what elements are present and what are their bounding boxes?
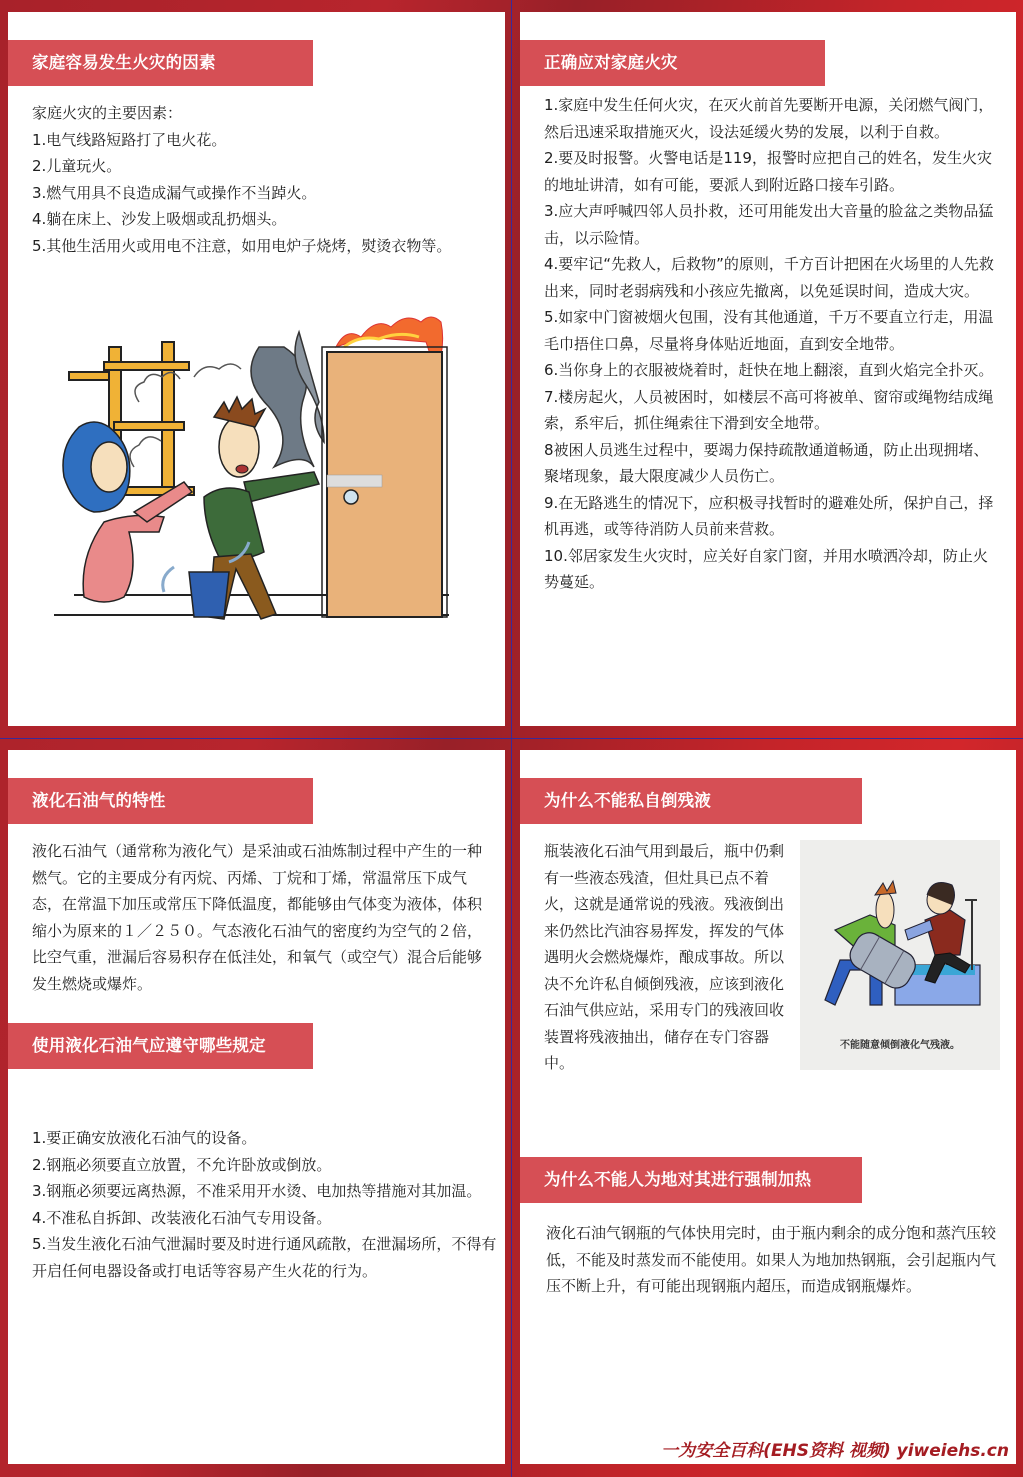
list-item: 5.如家中门窗被烟火包围，没有其他通道，千万不要直立行走，用温毛巾捂住口鼻，尽量将身体贴近地面，直到安全地带。 — [544, 308, 994, 353]
panel-home-fire-causes — [8, 12, 505, 726]
panel-respond-home-fire — [520, 12, 1016, 726]
list-item: 8被困人员逃生过程中，要竭力保持疏散通道畅通，防止出现拥堵、聚堵现象，最大限度减少人员伤亡。 — [544, 440, 989, 485]
section-title: 为什么不能私自倒残液 — [520, 778, 862, 824]
list-item: 1.要正确安放液化石油气的设备。 — [32, 1129, 257, 1147]
list-item: 2.要及时报警。火警电话是119，报警时应把自己的姓名，发生火灾的地址讲清，如有可能，要派人到附近路口接车引路。 — [544, 149, 992, 194]
text-line: 5.其他生活用火或用电不注意，如用电炉子烧烤，熨烫衣物等。 — [32, 236, 452, 255]
list-item: 3.钢瓶必须要远离热源，不准采用开水烫、电加热等措施对其加温。 — [32, 1182, 482, 1200]
text-line: 3.燃气用具不良造成漏气或操作不当踔火。 — [32, 183, 317, 202]
no-dumping-illustration — [800, 840, 1000, 1070]
section-title: 使用液化石油气应遵守哪些规定 — [8, 1023, 313, 1069]
list-item: 10.邻居家发生火灾时，应关好自家门窗，并用水喷洒冷却，防止火势蔓延。 — [544, 546, 988, 591]
section-title: 液化石油气的特性 — [8, 778, 313, 824]
list-item: 4.不准私自拆卸、改装液化石油气专用设备。 — [32, 1208, 332, 1227]
list-item: 7.楼房起火，人员被困时，如楼层不高可将被单、窗帘或绳物结成绳索，系牢后，抓住绳索往下滑到安全地带。 — [544, 387, 994, 432]
list-item: 1.家庭中发生任何火灾，在灭火前首先要断开电源，关闭燃气阀门，然后迅速采取措施灭火，设法延缓火势的发展，以利于自救。 — [544, 96, 994, 141]
fire-escape-illustration — [44, 307, 474, 652]
section-title: 正确应对家庭火灾 — [520, 40, 825, 86]
panel-lpg — [8, 750, 505, 1464]
list-item: 3.应大声呼喊四邻人员扑救，还可用能发出大音量的脸盆之类物品猛击，以示险情。 — [544, 202, 994, 247]
text-line: 4.躺在床上、沙发上吸烟或乱扔烟头。 — [32, 210, 287, 228]
text-line: 家庭火灾的主要因素： — [32, 104, 183, 122]
gas-cylinder-cartoon-icon — [800, 840, 1000, 1040]
section-title: 为什么不能人为地对其进行强制加热 — [520, 1157, 862, 1203]
section-body: 液化石油气（通常称为液化气）是采油或石油炼制过程中产生的一种燃气。它的主要成分有丙烷、丙烯、丁烷和丁烯，常温常压下成气态，在常温下加压或常压下降低温度，都能够由气体变为液体，体积缩小为原来的１／２５０。气态液化石油气的密度约为空气的２倍，比空气重，泄漏后容易积存在低洼处，和氧气（或空气）混合后能够发生燃烧或爆炸。 — [32, 842, 483, 993]
panel-divider-vertical — [511, 0, 512, 1477]
section-body — [544, 92, 994, 596]
list-item: 5.当发生液化石油气泄漏时要及时进行通风疏散，在泄漏场所，不得有开启任何电器设备或打电话等容易产生火花的行为。 — [32, 1235, 497, 1280]
list-item: 9.在无路逃生的情况下，应积极寻找暂时的避难处所，保护自己，择机再逃，或等待消防人员前来营救。 — [544, 493, 994, 538]
list-item: 6.当你身上的衣服被烧着时，赶快在地上翻滚，直到火焰完全扑灭。 — [544, 361, 994, 379]
panel-lpg-safety — [520, 750, 1016, 1464]
site-watermark: 一为安全百科(EHS资料 视频) yiweiehs.cn — [661, 1441, 1009, 1461]
section-body: 瓶装液化石油气用到最后，瓶中仍剩有一些液态残渣，但灶具已点不着火，这就是通常说的残液。残液倒出来仍然比汽油容易挥发，挥发的气体遇明火会燃烧爆炸，酿成事故。所以决不允许私自倾倒残液，应该到液化石油气供应站，采用专门的残液回收装置将残液抽出，储存在专门容器中。 — [544, 842, 785, 1072]
list-item: 4.要牢记“先救人，后救物”的原则，千方百计把困在火场里的人先救出来，同时老弱病残和小孩应先撤离，以免延误时间，造成大灾。 — [544, 255, 994, 300]
section-body — [32, 1125, 502, 1284]
section-body: 液化石油气钢瓶的气体快用完时，由于瓶内剩余的成分饱和蒸汽压较低，不能及时蒸发而不能使用。如果人为地加热钢瓶，会引起瓶内气压不断上升，有可能出现钢瓶内超压，而造成钢瓶爆炸。 — [546, 1224, 997, 1295]
illustration-caption: 不能随意倾倒液化气残液。 — [840, 1040, 960, 1051]
list-item: 2.钢瓶必须要直立放置，不允许卧放或倒放。 — [32, 1155, 332, 1174]
section-title: 家庭容易发生火灾的因素 — [8, 40, 313, 86]
text-line: 2.儿童玩火。 — [32, 157, 122, 175]
text-line: 1.电气线路短路打了电火花。 — [32, 130, 227, 149]
section-body — [32, 100, 492, 259]
